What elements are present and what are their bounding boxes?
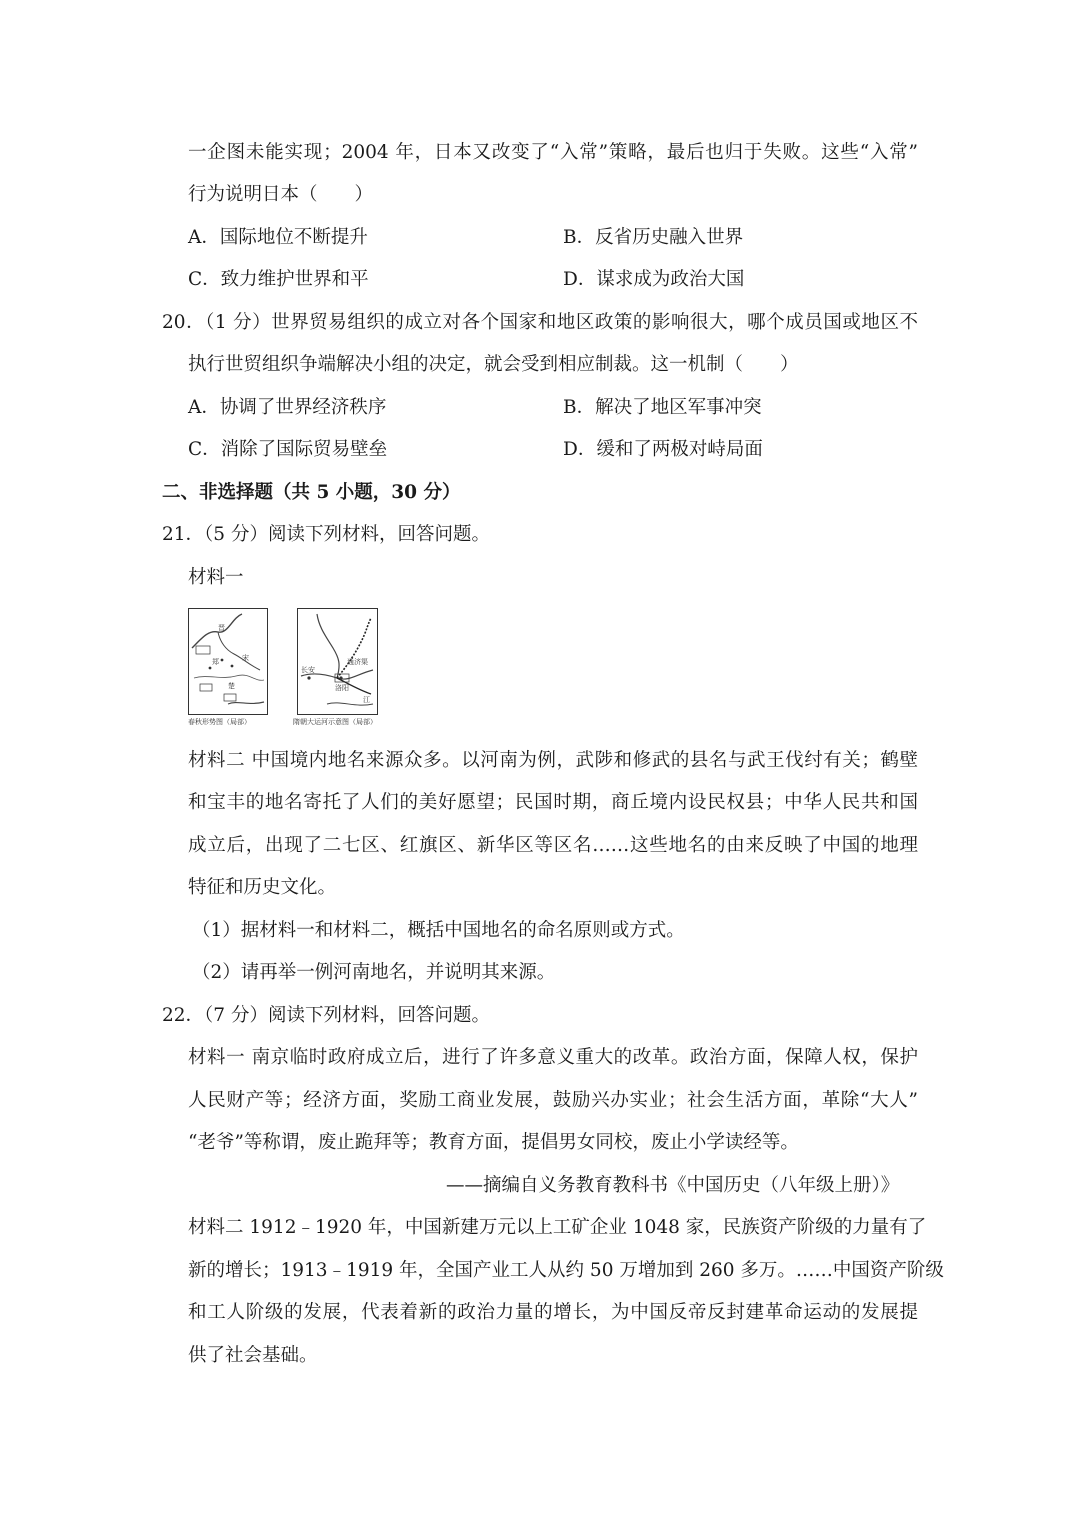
q19-option-a: A．国际地位不断提升 xyxy=(188,227,368,248)
q20-option-b: B．解决了地区军事冲突 xyxy=(563,397,762,418)
q19-option-b: B．反省历史融入世界 xyxy=(563,227,744,248)
q22-material1-line xyxy=(188,1045,918,1071)
map2-label-luoyang: 洛阳 xyxy=(335,684,349,692)
q22-m2-line3: 和工人阶级的发展，代表着新的政治力量的增长，为中国反帝反封建革命运动的发展提 xyxy=(188,1302,918,1323)
q19-stem-line2: 行为说明日本（ ） xyxy=(188,184,374,205)
q20-option-d: D．缓和了两极对峙局面 xyxy=(563,439,763,460)
q22-material1-line xyxy=(188,1088,918,1114)
map1-label-jin: 晋 xyxy=(218,624,225,632)
q21-m2-line2: 和宝丰的地名寄托了人们的美好愿望；民国时期，商丘境内设民权县；中华人民共和国 xyxy=(188,792,918,813)
map2-label-tongji: 通济渠 xyxy=(347,658,368,666)
q21-subquestion-2: （2）请再举一例河南地名，并说明其来源。 xyxy=(192,962,556,983)
q22-material2-line xyxy=(188,1258,944,1284)
map1-caption: 春秋形势图（局部） xyxy=(188,718,251,726)
q20-line1: 20．（1 分）世界贸易组织的成立对各个国家和地区政策的影响很大，哪个成员国或地区不 xyxy=(162,312,918,333)
q22-source-citation: ——摘编自义务教育教科书《中国历史（八年级上册）》 xyxy=(446,1175,900,1196)
q21-stem: 21．（5 分）阅读下列材料，回答问题。 xyxy=(162,524,490,545)
q19-line1: 一企图未能实现；2004 年，日本又改变了“入常”策略，最后也归于失败。这些“入常” xyxy=(188,142,918,163)
q21-m2-line3: 成立后，出现了二七区、红旗区、新华区等区名……这些地名的由来反映了中国的地理 xyxy=(188,835,918,856)
q22-material2-line xyxy=(188,1215,927,1241)
q22-m1-line2: 人民财产等；经济方面，奖励工商业发展，鼓励兴办实业；社会生活方面，革除“大人” xyxy=(188,1090,918,1111)
q22-m2-line1: 材料二 1912﹣1920 年，中国新建万元以上工矿企业 1048 家，民族资产阶级的力量有了 xyxy=(188,1217,927,1238)
q22-m2-line4: 供了社会基础。 xyxy=(188,1345,318,1366)
q21-material2-line xyxy=(188,748,918,774)
map1-label-chu: 楚 xyxy=(228,682,235,690)
map2-caption: 隋朝大运河示意图（局部） xyxy=(293,718,377,726)
map1-label-song: 宋 xyxy=(242,654,249,662)
spring-autumn-map xyxy=(188,608,270,733)
section-heading: 二、非选择题（共 5 小题，30 分） xyxy=(162,482,461,503)
map1-drawing xyxy=(188,608,270,718)
q21-material1-label: 材料一 xyxy=(188,567,244,588)
q21-m2-line4: 特征和历史文化。 xyxy=(188,877,337,898)
q22-material2-line xyxy=(188,1300,918,1326)
q22-stem: 22．（7 分）阅读下列材料，回答问题。 xyxy=(162,1005,490,1026)
q22-m2-line2: 新的增长；1913﹣1919 年，全国产业工人从约 50 万增加到 260 多万。……中国资产阶级 xyxy=(188,1260,944,1281)
q20-stem-line2: 执行世贸组织争端解决小组的决定，就会受到相应制裁。这一机制（ ） xyxy=(188,354,799,375)
q21-subquestion-1: （1）据材料一和材料二，概括中国地名的命名原则或方式。 xyxy=(192,920,685,941)
map2-label-changan: 长安 xyxy=(301,666,315,674)
q19-stem-line xyxy=(188,140,918,166)
grand-canal-map xyxy=(293,608,387,733)
map1-label-zheng: 郑 xyxy=(212,658,219,666)
q21-material2-line xyxy=(188,833,918,859)
q20-option-a: A．协调了世界经济秩序 xyxy=(188,397,387,418)
q21-material2-line xyxy=(188,790,918,816)
q19-option-c: C．致力维护世界和平 xyxy=(188,269,369,290)
q19-option-d: D．谋求成为政治大国 xyxy=(563,269,745,290)
q22-m1-line3: “老爷”等称谓，废止跪拜等；教育方面，提倡男女同校，废止小学读经等。 xyxy=(188,1132,799,1153)
q20-stem-line xyxy=(162,310,918,336)
q21-m2-line1: 材料二 中国境内地名来源众多。以河南为例，武陟和修武的县名与武王伐纣有关；鹤壁 xyxy=(188,750,918,771)
q22-m1-line1: 材料一 南京临时政府成立后，进行了许多意义重大的改革。政治方面，保障人权，保护 xyxy=(188,1047,918,1068)
map2-label-jiang: 江 xyxy=(363,696,370,704)
q20-option-c: C．消除了国际贸易壁垒 xyxy=(188,439,388,460)
